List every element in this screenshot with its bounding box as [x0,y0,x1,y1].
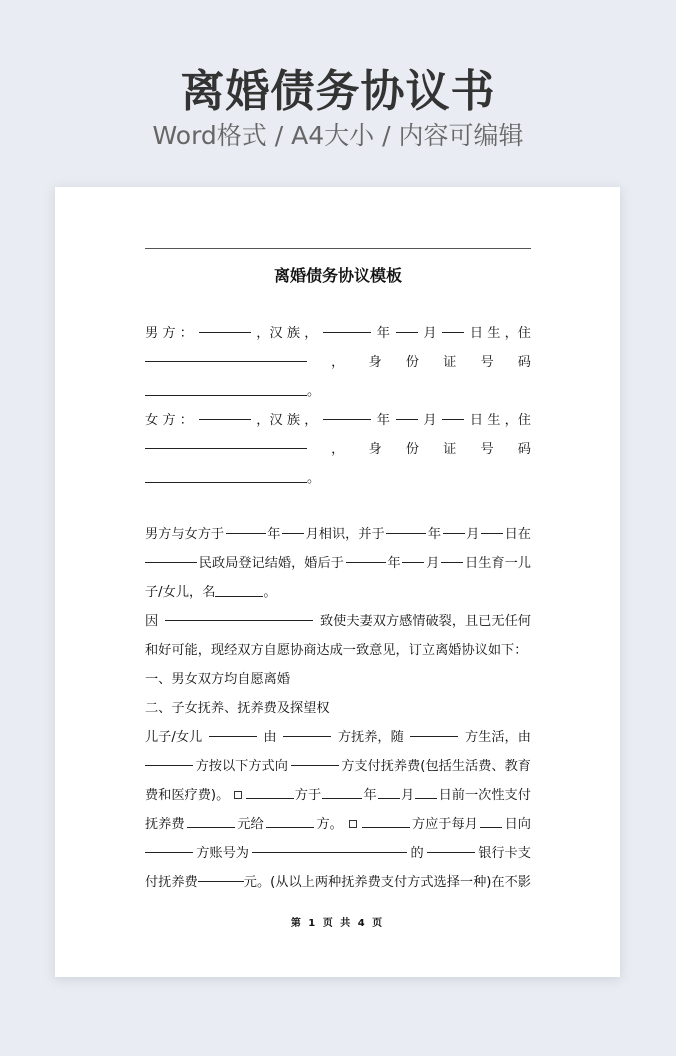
female-label: 女 方 ： [145,413,193,428]
text: 方。 [316,817,343,832]
female-address-field[interactable] [145,435,307,449]
body-line [145,839,531,868]
text: 日向 [504,817,531,832]
account-number-field[interactable] [252,839,407,853]
female-line-2 [145,435,531,464]
document-page [55,187,620,977]
year-label: 年 [376,413,390,428]
banner-subtitle: Word格式 / A4大小 / 内容可编辑 [152,121,524,150]
body-line [145,520,531,549]
option-checkbox[interactable] [349,820,357,828]
child-birth-month-field[interactable] [402,549,424,563]
option-checkbox[interactable] [234,791,242,799]
document-title: 离婚债务协议模板 [273,266,402,285]
body-line [145,723,531,752]
id-label-char: 证 [443,355,457,370]
text: 费和医疗费)。 [145,788,230,803]
text: 年 [363,788,377,803]
payer-field[interactable] [145,752,193,766]
year-label: 年 [376,326,390,341]
female-line-3 [145,464,531,493]
id-label-char: 份 [405,442,419,457]
child-field[interactable] [209,723,257,737]
body-line [145,868,531,897]
period: 。 [307,471,321,486]
text: 年 [267,527,281,542]
female-line-1 [145,406,531,435]
id-label-char: 码 [517,442,531,457]
text: 方按以下方式向 [195,759,288,774]
id-label-char: 码 [517,355,531,370]
agreement-body [145,520,531,897]
male-label: 男 方 ： [145,326,193,341]
female-birth-year-field[interactable] [323,406,371,420]
text: 日前一次性支付 [438,788,531,803]
custodian-field[interactable] [283,723,331,737]
text: 方支付抚养费(包括生活费、教育 [341,759,531,774]
text: 子/女儿，名 [145,585,216,600]
live-with-field[interactable] [410,723,458,737]
text: 年 [387,556,401,571]
text: 方生活，由 [464,730,531,745]
female-id-field[interactable] [145,469,307,483]
lump-recipient-field[interactable] [266,814,314,828]
male-line-2 [145,348,531,377]
comma: ， [331,355,345,370]
marriage-month-field[interactable] [443,520,465,534]
page-number: 第 1 页 共 4 页 [290,918,385,929]
text: 年 [427,527,442,542]
lump-month-field[interactable] [378,785,400,799]
monthly-payer-field[interactable] [362,814,410,828]
payee-field[interactable] [291,752,339,766]
section-heading-2 [145,694,531,723]
body-line [145,810,531,839]
id-label-char: 份 [405,355,419,370]
text: 元给 [237,817,264,832]
marriage-year-field[interactable] [386,520,426,534]
text: 致使夫妻双方感情破裂，且已无任何 [320,614,531,629]
child-name-field[interactable] [215,583,263,597]
female-birth-day-field[interactable] [442,406,464,420]
text: 。 [263,585,277,600]
text: 和好可能，现经双方自愿协商达成一致意见，订立离婚协议如下： [145,643,528,658]
month-label: 月 [423,326,437,341]
text: 方应于每月 [411,817,478,832]
id-label-char: 身 [368,355,382,370]
body-line [145,781,531,810]
reason-field[interactable] [165,607,313,621]
text: 日在 [504,527,531,542]
child-birth-year-field[interactable] [346,549,386,563]
text: 付抚养费 [145,875,198,890]
text: 男方与女方于 [145,527,225,542]
child-birth-day-field[interactable] [441,549,463,563]
text: 元。(从以上两种抚养费支付方式选择一种)在不影 [243,875,531,890]
body-line [145,636,531,665]
text: 因 [145,614,159,629]
male-line-3 [145,377,531,406]
period: 。 [307,384,321,399]
bank-field[interactable] [427,839,475,853]
party-info-block [145,319,531,493]
female-ethnicity: ，汉 族 ， [256,413,318,428]
header-rule [145,248,531,249]
body-line [145,607,531,636]
female-birth-month-field[interactable] [396,406,418,420]
body-line [145,549,531,578]
bureau-field[interactable] [145,549,197,563]
text: 由 [263,730,277,745]
male-line-1 [145,319,531,348]
body-line [145,578,531,607]
comma: ， [331,442,345,457]
banner-title: 离婚债务协议书 [180,66,496,117]
meet-year-field[interactable] [226,520,266,534]
text: 月 [401,788,415,803]
text: 二、子女抚养、抚养费及探望权 [145,701,330,716]
male-id-field[interactable] [145,382,307,396]
id-label-char: 身 [368,442,382,457]
male-name-field[interactable] [199,319,251,333]
marriage-day-field[interactable] [481,520,503,534]
birth-label: 日 生 ，住 [469,326,531,341]
male-birth-year-field[interactable] [323,319,371,333]
lump-amount-field[interactable] [187,814,235,828]
text: 月 [426,556,440,571]
month-label: 月 [423,413,437,428]
text: 方账号为 [196,846,249,861]
text: 方抚养，随 [337,730,404,745]
text: 月相识，并于 [305,527,385,542]
male-address-field[interactable] [145,348,307,362]
id-label-char: 号 [480,442,494,457]
text: 抚养费 [145,817,185,832]
text: 一、男女双方均自愿离婚 [145,672,291,687]
text: 银行卡支 [478,846,531,861]
lump-day-field[interactable] [415,785,437,799]
female-name-field[interactable] [199,406,251,420]
male-ethnicity: ，汉 族 ， [256,326,318,341]
male-birth-day-field[interactable] [442,319,464,333]
male-birth-month-field[interactable] [396,319,418,333]
meet-month-field[interactable] [282,520,304,534]
lump-year-field[interactable] [322,785,362,799]
id-label-char: 号 [480,355,494,370]
section-heading-1 [145,665,531,694]
text: 月 [466,527,480,542]
account-holder-field[interactable] [145,839,193,853]
text: 方于 [294,788,322,803]
text: 民政局登记结婚，婚后于 [198,556,344,571]
monthly-day-field[interactable] [480,814,502,828]
body-line [145,752,531,781]
birth-label: 日 生 ，住 [469,413,531,428]
monthly-amount-field[interactable] [198,868,244,882]
text: 的 [410,846,424,861]
text: 日生育一儿 [465,556,531,571]
text: 儿子/女儿 [145,730,203,745]
id-label-char: 证 [443,442,457,457]
lump-payer-field[interactable] [246,785,294,799]
